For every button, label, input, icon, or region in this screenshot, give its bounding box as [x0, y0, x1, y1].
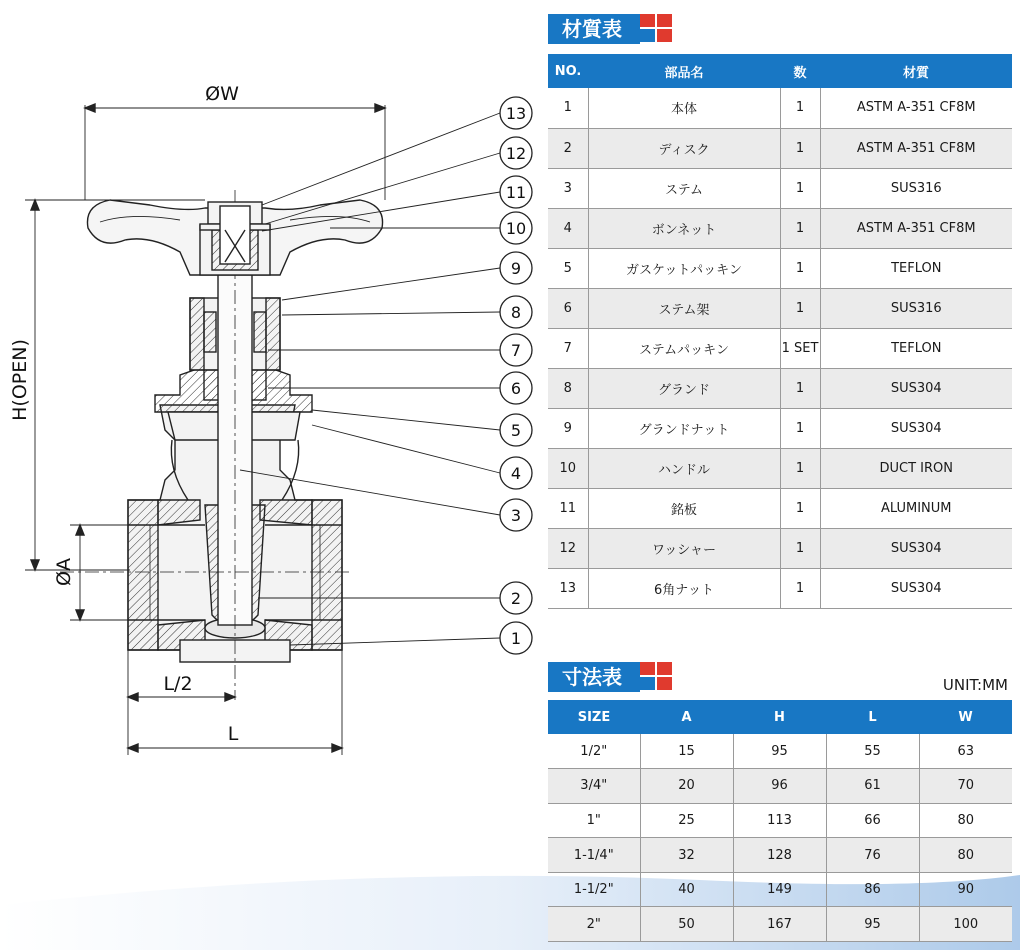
table-cell: 13 — [548, 568, 588, 608]
table-cell: SUS316 — [820, 288, 1012, 328]
table-cell: TEFLON — [820, 328, 1012, 368]
table-cell: SUS316 — [820, 168, 1012, 208]
table-cell: 61 — [826, 769, 919, 804]
table-cell: 55 — [826, 734, 919, 769]
table-cell: 100 — [919, 907, 1012, 942]
table-cell: 9 — [548, 408, 588, 448]
table-cell: 80 — [919, 803, 1012, 838]
callout-7 — [500, 334, 532, 366]
callout-2 — [500, 582, 532, 614]
table-cell: SUS304 — [820, 528, 1012, 568]
material-row — [548, 248, 1012, 288]
table-cell: 8 — [548, 368, 588, 408]
material-row — [548, 168, 1012, 208]
table-cell: 1-1/4" — [548, 838, 640, 873]
table-cell: 4 — [548, 208, 588, 248]
material-row — [548, 128, 1012, 168]
materials-title: 材質表 — [548, 14, 640, 44]
table-cell: ASTM A-351 CF8M — [820, 128, 1012, 168]
table-cell: 66 — [826, 803, 919, 838]
table-cell: ASTM A-351 CF8M — [820, 208, 1012, 248]
table-cell: 113 — [733, 803, 826, 838]
table-cell: 1 — [780, 208, 820, 248]
table-cell: ステム架 — [588, 288, 780, 328]
material-row — [548, 568, 1012, 608]
svg-text:5: 5 — [510, 421, 522, 440]
table-cell: 2" — [548, 907, 640, 942]
table-cell: 10 — [548, 448, 588, 488]
table-cell: 3 — [548, 168, 588, 208]
table-cell: 3/4" — [548, 769, 640, 804]
table-cell: 96 — [733, 769, 826, 804]
callout-8 — [500, 296, 532, 328]
table-cell: ボンネット — [588, 208, 780, 248]
table-cell: ALUMINUM — [820, 488, 1012, 528]
table-cell: ステムパッキン — [588, 328, 780, 368]
dimension-row — [548, 872, 1012, 907]
table-cell: 63 — [919, 734, 1012, 769]
table-cell: SUS304 — [820, 368, 1012, 408]
callout-13 — [500, 97, 532, 129]
material-row — [548, 408, 1012, 448]
table-cell: 銘板 — [588, 488, 780, 528]
table-cell: 76 — [826, 838, 919, 873]
table-cell: 1 — [780, 488, 820, 528]
table-cell: 本体 — [588, 88, 780, 128]
dim-label-w: ØW — [205, 83, 239, 105]
dim-label-a: ØA — [53, 558, 75, 586]
table-cell: 1/2" — [548, 734, 640, 769]
svg-text:11: 11 — [505, 183, 527, 202]
table-cell: ガスケットパッキン — [588, 248, 780, 288]
unit-label: UNIT:MM — [942, 676, 1008, 694]
column-header: A — [640, 700, 733, 734]
table-cell: 80 — [919, 838, 1012, 873]
material-row — [548, 488, 1012, 528]
column-header: SIZE — [548, 700, 640, 734]
material-row — [548, 368, 1012, 408]
table-cell: 6 — [548, 288, 588, 328]
dim-label-h: H(OPEN) — [9, 339, 31, 421]
table-cell: ディスク — [588, 128, 780, 168]
callout-12 — [500, 137, 532, 169]
svg-text:9: 9 — [510, 259, 522, 278]
table-cell: ハンドル — [588, 448, 780, 488]
table-cell: グランド — [588, 368, 780, 408]
table-cell: 95 — [733, 734, 826, 769]
column-header: 部品名 — [588, 54, 780, 88]
table-cell: 1 — [780, 528, 820, 568]
table-cell: 12 — [548, 528, 588, 568]
dimensions-header-row — [548, 700, 1012, 734]
table-cell: 128 — [733, 838, 826, 873]
table-cell: 32 — [640, 838, 733, 873]
table-cell: 1 — [548, 88, 588, 128]
table-cell: DUCT IRON — [820, 448, 1012, 488]
column-header: 材質 — [820, 54, 1012, 88]
table-cell: 1 — [780, 368, 820, 408]
svg-text:7: 7 — [510, 341, 522, 360]
dimensions-body — [548, 734, 1012, 942]
table-cell: 1 — [780, 408, 820, 448]
dimension-row — [548, 907, 1012, 942]
table-cell: 50 — [640, 907, 733, 942]
table-cell: 1 — [780, 288, 820, 328]
callout-10 — [500, 212, 532, 244]
table-cell: 86 — [826, 872, 919, 907]
column-header: L — [826, 700, 919, 734]
table-cell: ワッシャー — [588, 528, 780, 568]
svg-text:2: 2 — [510, 589, 522, 608]
table-cell: SUS304 — [820, 568, 1012, 608]
dimensions-table — [548, 700, 1012, 942]
callout-6 — [500, 372, 532, 404]
table-cell: 70 — [919, 769, 1012, 804]
dimension-row — [548, 803, 1012, 838]
callout-1 — [500, 622, 532, 654]
material-row — [548, 88, 1012, 128]
column-header: H — [733, 700, 826, 734]
table-cell: 1 — [780, 448, 820, 488]
table-cell: グランドナット — [588, 408, 780, 448]
table-cell: 5 — [548, 248, 588, 288]
table-cell: 1 — [780, 88, 820, 128]
dimension-row — [548, 734, 1012, 769]
material-row — [548, 528, 1012, 568]
callout-11 — [500, 176, 532, 208]
callout-3 — [500, 499, 532, 531]
table-cell: 20 — [640, 769, 733, 804]
table-cell: 7 — [548, 328, 588, 368]
dim-label-half-l: L/2 — [163, 673, 193, 695]
materials-header-row — [548, 54, 1012, 88]
column-header: W — [919, 700, 1012, 734]
table-cell: SUS304 — [820, 408, 1012, 448]
callout-5 — [500, 414, 532, 446]
svg-text:8: 8 — [510, 303, 522, 322]
material-row — [548, 448, 1012, 488]
dim-label-l: L — [227, 723, 239, 745]
column-header: NO. — [548, 54, 588, 88]
table-cell: 1 — [780, 568, 820, 608]
material-row — [548, 288, 1012, 328]
table-cell: 2 — [548, 128, 588, 168]
table-cell: 167 — [733, 907, 826, 942]
table-cell: TEFLON — [820, 248, 1012, 288]
table-cell: ステム — [588, 168, 780, 208]
callout-4 — [500, 457, 532, 489]
svg-text:10: 10 — [505, 219, 527, 238]
svg-text:13: 13 — [505, 104, 527, 123]
callout-9 — [500, 252, 532, 284]
table-cell: 6角ナット — [588, 568, 780, 608]
table-cell: 1 — [780, 168, 820, 208]
table-cell: 1 — [780, 248, 820, 288]
brand-mark-icon — [640, 14, 674, 44]
table-cell: ASTM A-351 CF8M — [820, 88, 1012, 128]
svg-text:1: 1 — [510, 629, 522, 648]
table-cell: 90 — [919, 872, 1012, 907]
table-cell: 1 SET — [780, 328, 820, 368]
table-cell: 25 — [640, 803, 733, 838]
table-cell: 15 — [640, 734, 733, 769]
dimensions-title: 寸法表 — [548, 662, 640, 692]
table-cell: 1" — [548, 803, 640, 838]
table-cell: 149 — [733, 872, 826, 907]
table-cell: 1-1/2" — [548, 872, 640, 907]
svg-text:3: 3 — [510, 506, 522, 525]
svg-text:12: 12 — [505, 144, 527, 163]
material-row — [548, 208, 1012, 248]
column-header: 数 — [780, 54, 820, 88]
table-cell: 11 — [548, 488, 588, 528]
dimension-row — [548, 769, 1012, 804]
svg-text:6: 6 — [510, 379, 522, 398]
dimension-row — [548, 838, 1012, 873]
table-cell: 1 — [780, 128, 820, 168]
table-cell: 95 — [826, 907, 919, 942]
materials-body — [548, 88, 1012, 608]
svg-text:4: 4 — [510, 464, 522, 483]
table-cell: 40 — [640, 872, 733, 907]
material-row — [548, 328, 1012, 368]
materials-table — [548, 54, 1012, 609]
brand-mark-icon — [640, 662, 674, 692]
